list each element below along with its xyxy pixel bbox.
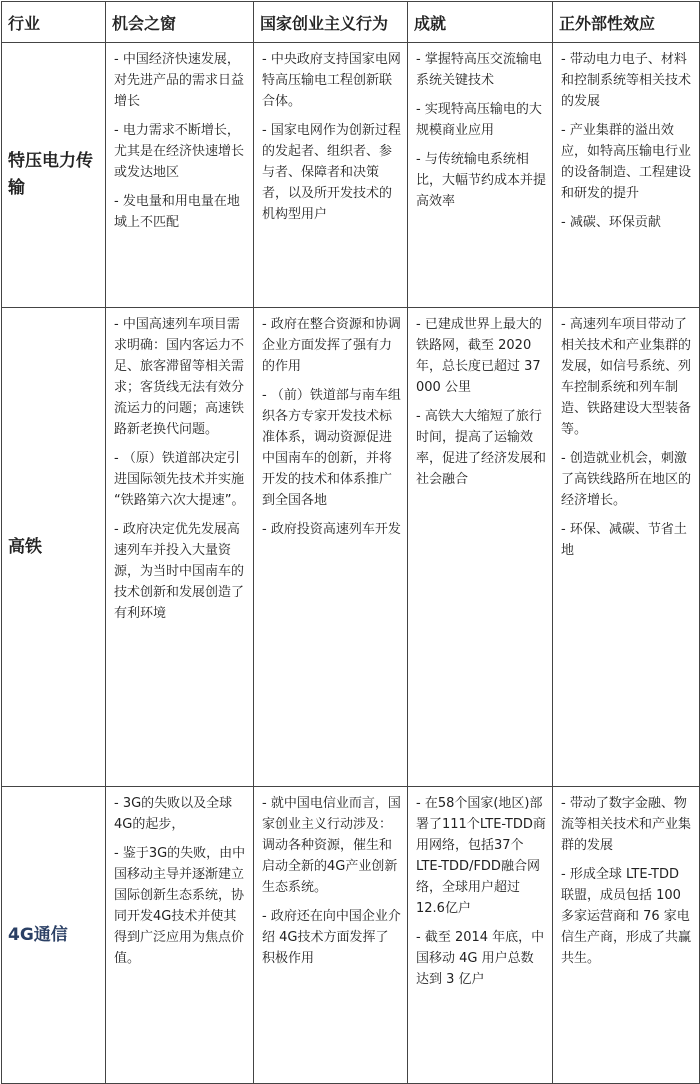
list-item: - 高铁大大缩短了旅行时间，提高了运输效率，促进了经济发展和社会融合 bbox=[416, 409, 547, 487]
header-positive-externalities: 正外部性效应 bbox=[553, 2, 700, 43]
list-item: - 政府还在向中国企业介绍 4G技术方面发挥了积极作用 bbox=[262, 909, 401, 966]
state-action-cell bbox=[254, 787, 408, 1084]
list-item: - 高速列车项目带动了相关技术和产业集群的发展，如信号系统、列车控制系统和列车制造、铁路建设大型装备等。 bbox=[561, 317, 692, 437]
list-item: - 截至 2014 年底，中国移动 4G 用户总数达到 3 亿户 bbox=[416, 930, 545, 987]
header-window-of-opportunity: 机会之窗 bbox=[106, 2, 254, 43]
externality-cell bbox=[553, 43, 700, 308]
table-row bbox=[2, 308, 700, 787]
list-item: - 在58个国家(地区)部署了111个LTE-TDD商用网络，包括37个LTE-TDD/FDD融合网络，全球用户超过12.6亿户 bbox=[416, 796, 546, 916]
table-row bbox=[2, 787, 700, 1084]
list-item: - 中央政府支持国家电网特高压输电工程创新联合体。 bbox=[262, 52, 401, 109]
list-item: - 掌握特高压交流输电系统关键技术 bbox=[416, 52, 542, 88]
header-industry: 行业 bbox=[2, 2, 106, 43]
industry-cell: 特压电力传输 bbox=[2, 43, 106, 308]
header-state-entrepreneurship: 国家创业主义行为 bbox=[254, 2, 408, 43]
list-item: - 带动电力电子、材料和控制系统等相关技术的发展 bbox=[561, 52, 692, 109]
industry-cell: 4G通信 bbox=[2, 787, 106, 1084]
list-item: - 产业集群的溢出效应，如特高压输电行业的设备制造、工程建设和研发的提升 bbox=[561, 123, 692, 201]
window-cell bbox=[106, 43, 254, 308]
list-item: - 电力需求不断增长，尤其是在经济快速增长或发达地区 bbox=[114, 123, 245, 180]
list-item: - 国家电网作为创新过程的发起者、组织者、参与者、保障者和决策者，以及所开发技术的机构型用户 bbox=[262, 123, 401, 222]
list-item: - 政府投资高速列车开发 bbox=[262, 522, 401, 537]
externality-cell bbox=[553, 787, 700, 1084]
list-item: - 政府决定优先发展高速列车并投入大量资源，为当时中国南车的技术创新和发展创造了有利环境 bbox=[114, 522, 245, 621]
list-item: - 创造就业机会，刺激了高铁线路所在地区的经济增长。 bbox=[561, 451, 692, 508]
comparison-table bbox=[1, 1, 700, 1084]
externality-cell bbox=[553, 308, 700, 787]
window-cell bbox=[106, 308, 254, 787]
list-item: - 已建成世界上最大的铁路网，截至 2020 年，总长度已超过 37 000 公里 bbox=[416, 317, 542, 395]
list-item: - 带动了数字金融、物流等相关技术和产业集群的发展 bbox=[561, 796, 692, 853]
list-item: - 鉴于3G的失败，由中国移动主导并逐渐建立国际创新生态系统，协同开发4G技术并使其得到广泛应用为焦点价值。 bbox=[114, 846, 246, 966]
list-item: - 就中国电信业而言，国家创业主义行动涉及：调动各种资源，催生和启动全新的4G产业创新生态系统。 bbox=[262, 796, 401, 895]
header-achievements: 成就 bbox=[408, 2, 553, 43]
achievement-cell bbox=[408, 43, 553, 308]
list-item: - 中国经济快速发展，对先进产品的需求日益增长 bbox=[114, 52, 245, 109]
list-item: - 形成全球 LTE-TDD 联盟，成员包括 100 多家运营商和 76 家电信生产商，形成了共赢共生。 bbox=[561, 867, 692, 966]
window-cell bbox=[106, 787, 254, 1084]
list-item: - （前）铁道部与南车组织各方专家开发技术标准体系，调动资源促进中国南车的创新，并将开发的技术和体系推广到全国各地 bbox=[262, 388, 401, 508]
list-item: - 发电量和用电量在地域上不匹配 bbox=[114, 194, 240, 230]
list-item: - 实现特高压输电的大规模商业应用 bbox=[416, 102, 542, 138]
achievement-cell bbox=[408, 308, 553, 787]
list-item: - 减碳、环保贡献 bbox=[561, 215, 661, 230]
state-action-cell bbox=[254, 308, 408, 787]
state-action-cell bbox=[254, 43, 408, 308]
list-item: - 中国高速列车项目需求明确：国内客运力不足、旅客滞留等相关需求；客货线无法有效分流运力的问题；高速铁路新老换代问题。 bbox=[114, 317, 245, 437]
list-item: - 政府在整合资源和协调企业方面发挥了强有力的作用 bbox=[262, 317, 401, 374]
table-row bbox=[2, 43, 700, 308]
list-item: - 3G的失败以及全球4G的起步， bbox=[114, 796, 233, 832]
list-item: - 与传统输电系统相比，大幅节约成本并提高效率 bbox=[416, 152, 547, 209]
industry-cell: 高铁 bbox=[2, 308, 106, 787]
list-item: - （原）铁道部决定引进国际领先技术并实施 “铁路第六次大提速”。 bbox=[114, 451, 245, 508]
header-row bbox=[2, 2, 700, 43]
achievement-cell bbox=[408, 787, 553, 1084]
list-item: - 环保、减碳、节省土地 bbox=[561, 522, 687, 558]
